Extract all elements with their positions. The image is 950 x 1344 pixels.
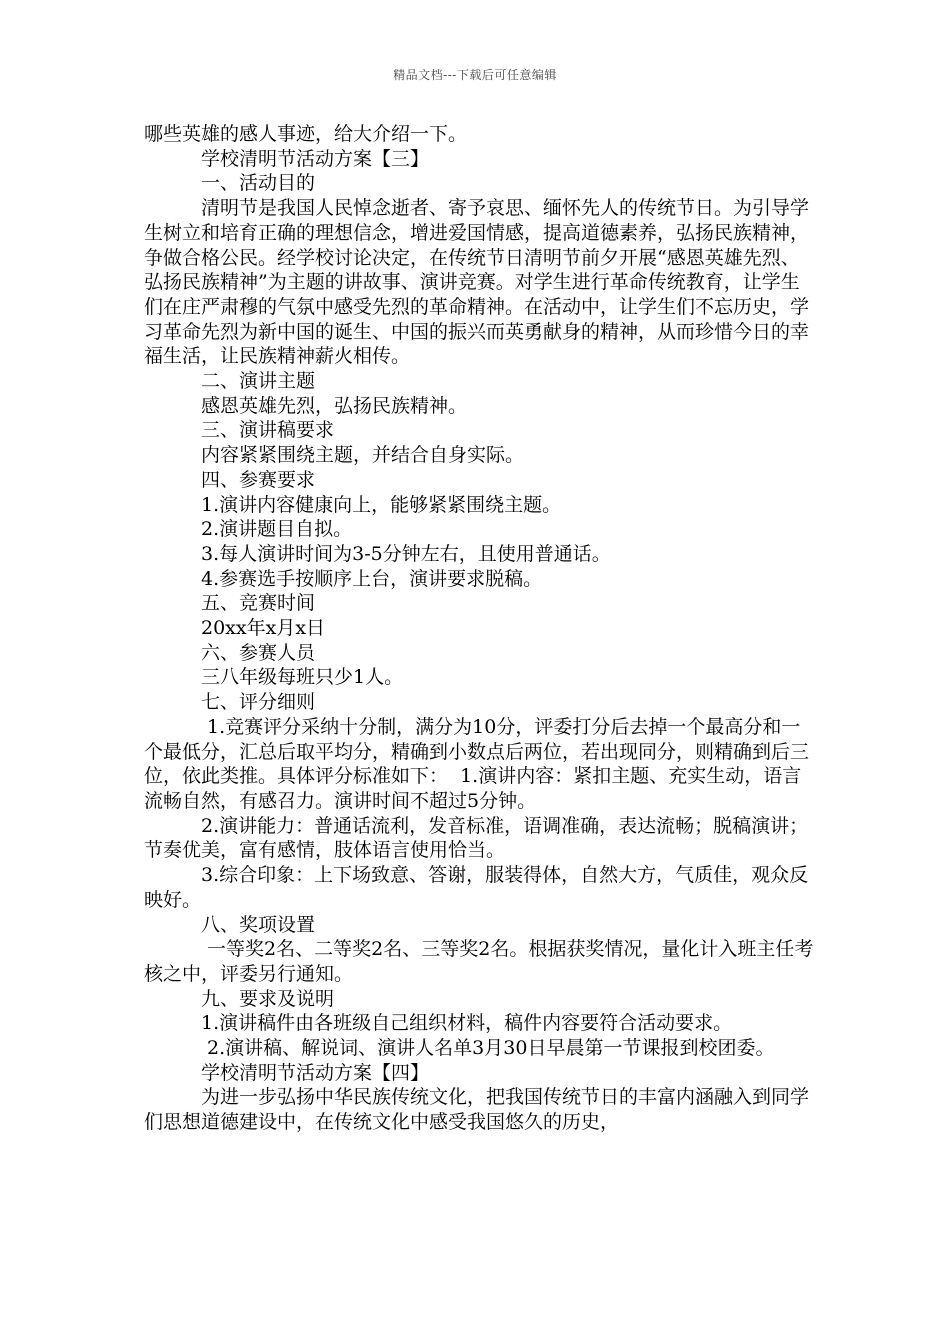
paragraph: 1.演讲稿件由各班级自己组织材料，稿件内容要符合活动要求。 xyxy=(201,1012,733,1035)
paragraph: 1.竞赛评分采纳十分制，满分为10分，评委打分后去掉一个最高分和一个最低分，汇总后取平均分，精确到小数点后两位，若出现同分，则精确到后三位，依此类推。具体评分标准如下： 1.演讲内容：紧扣主题、充实生动，语言流畅自然，有感召力。演讲时间不超过5分钟。 xyxy=(144,715,810,812)
paragraph: 感恩英雄先烈，弘扬民族精神。 xyxy=(201,394,468,417)
paragraph: 二、演讲主题 xyxy=(201,370,316,393)
paragraph: 哪些英雄的感人事迹，给大介绍一下。 xyxy=(144,123,468,145)
document-body xyxy=(144,122,814,1135)
paragraph: 20xx年x月x日 xyxy=(201,617,326,640)
paragraph: 4.参赛选手按顺序上台，演讲要求脱稿。 xyxy=(201,567,543,590)
paragraph: 清明节是我国人民悼念逝者、寄予哀思、缅怀先人的传统节日。为引导学生树立和培育正确的理想信念，增进爱国情感，提高道德素养，弘扬民族精神，争做合格公民。经学校讨论决定，在传统节日清明节前夕开展“感恩英雄先烈、弘扬民族精神”为主题的讲故事、演讲竞赛。对学生进行革命传统教育，让学生们在庄严肃穆的气氛中感受先烈的革命精神。在活动中，让学生们不忘历史，学习革命先烈为新中国的诞生、中国的振兴而英勇献身的精神，从而珍惜今日的幸福生活，让民族精神薪火相传。 xyxy=(144,197,810,368)
paragraph: 八、奖项设置 xyxy=(201,913,316,936)
paragraph: 2.演讲稿、解说词、演讲人名单3月30日早晨第一节课报到校团委。 xyxy=(201,1037,775,1060)
paragraph: 九、要求及说明 xyxy=(201,987,335,1010)
paragraph: 四、参赛要求 xyxy=(201,468,316,491)
paragraph: 2.演讲题目自拟。 xyxy=(201,518,353,541)
paragraph: 为进一步弘扬中华民族传统文化，把我国传统节日的丰富内涵融入到同学们思想道德建设中，在传统文化中感受我国悠久的历史， xyxy=(144,1086,810,1134)
paragraph: 学校清明节活动方案【三】 xyxy=(201,147,430,170)
paragraph: 五、竞赛时间 xyxy=(201,592,316,615)
paragraph: 3.综合印象：上下场致意、答谢，服装得体，自然大方，气质佳，观众反映好。 xyxy=(144,864,809,911)
paragraph: 内容紧紧围绕主题，并结合自身实际。 xyxy=(201,444,525,467)
paragraph: 六、参赛人员 xyxy=(201,641,316,664)
paragraph: 1.演讲内容健康向上，能够紧紧围绕主题。 xyxy=(201,493,562,516)
paragraph: 三、演讲稿要求 xyxy=(201,419,335,442)
paragraph: 三八年级每班只少1人。 xyxy=(201,666,404,689)
paragraph: 3.每人演讲时间为3-5分钟左右，且使用普通话。 xyxy=(201,542,611,565)
paragraph: 2.演讲能力：普通话流利，发音标准，语调准确，表达流畅；脱稿演讲；节奏优美，富有感情，肢体语言使用恰当。 xyxy=(144,814,809,862)
paragraph: 一、活动目的 xyxy=(201,172,316,195)
paragraph: 学校清明节活动方案【四】 xyxy=(201,1061,430,1084)
paragraph: 七、评分细则 xyxy=(201,691,316,714)
paragraph: 一等奖2名、二等奖2名、三等奖2名。根据获奖情况，量化计入班主任考核之中，评委另行通知。 xyxy=(144,938,814,985)
page-header: 精品文档---下载后可任意编辑 xyxy=(393,68,557,82)
